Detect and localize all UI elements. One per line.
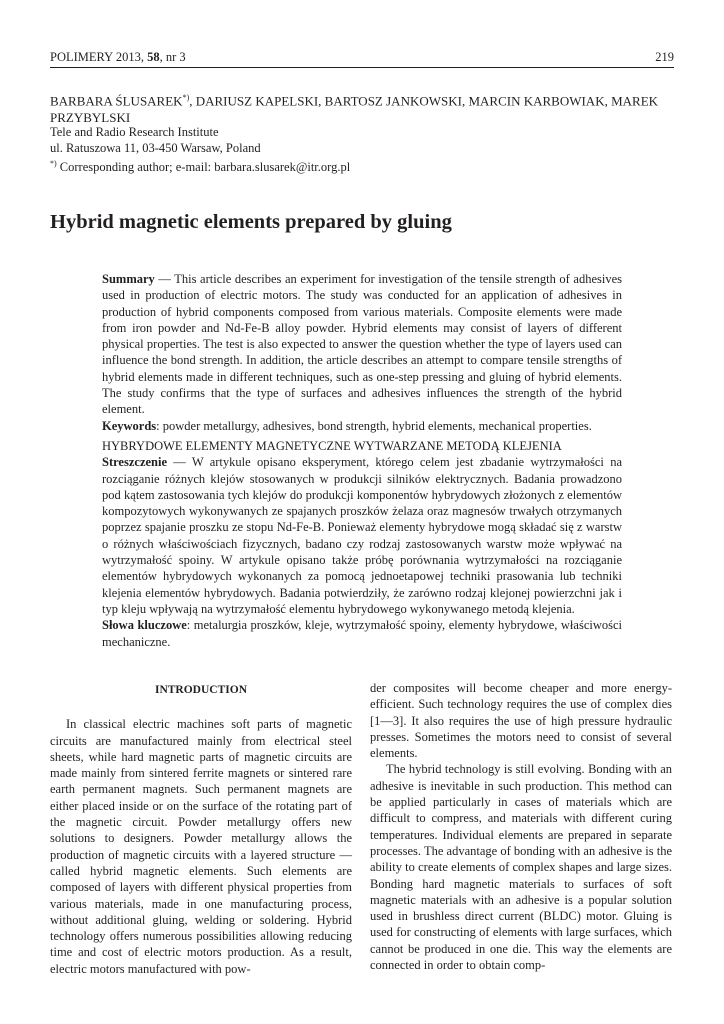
article-title: Hybrid magnetic elements prepared by gluing [50, 211, 452, 233]
keywords-label: Keywords [102, 418, 157, 433]
body-paragraph: In classical electric machines soft parts of magnetic circuits are manufactured mainly from electrical steel sheets, while hard magnetic parts of magnetic circuits are made mainly from sintered ferrite magnets or sintered rare earth permanent magnets. Such permanent magnets are either placed inside or on the surface of the rotating part of the magnetic circuit. Powder metallurgy offers new solutions to designers. Powder metallurgy allows the production of magnetic circuits with a layered structure — called hybrid magnetic elements. Such elements are composed of layers with different physical properties from various materials, made in one manufacturing process, without additional gluing, welding or soldering. Hybrid technology offers numerous possibilities allowing reducing time and cost of electric motors production. As a result, electric motors manufactured with pow- [50, 717, 352, 976]
author-list [50, 89, 674, 126]
running-header [50, 50, 674, 65]
corr-mark: *) [50, 159, 57, 168]
address: ul. Ratuszowa 11, 03-450 Warsaw, Poland [50, 141, 261, 155]
left-column [50, 680, 352, 977]
other-authors: , DARIUSZ KAPELSKI, BARTOSZ JANKOWSKI, MARCIN KARBOWIAK, MAREK PRZYBYLSKI [50, 93, 659, 126]
corr-email: Corresponding author; e-mail: barbara.slusarek@itr.org.pl [56, 160, 351, 175]
summary-label: Summary [102, 272, 155, 286]
journal-volume: 58 [147, 50, 160, 64]
streszczenie-text: — W artykule opisano eksperyment, którego celem jest zbadanie wytrzymałości na rozciąganie różnych klejów stosowanych w produkcji silników elektrycznych. Badania prowadzono pod kątem zastosowania tych klejów do produkcji komponentów hybrydowych złożonych z elementów kompozytowych wykonywanych ze spajanych proszków żelaza oraz magnesów trwałych otrzymanych poprzez spajanie proszku ze stopu Nd-Fe-B. Ponieważ elementy hybrydowe mogą składać się z warstw o różnych właściwościach fizycznych, badano czy rodzaj zastosowanych warstw może wpływać na wytrzymałość spoiny. W artykule opisano także próbę porównania wytrzymałości na rozciąganie elementów hybrydowych wykonanych za pomocą jednoetapowej techniki prasowania lub techniki klejenia elementów hybrydowych. Badania potwierdziły, że zarówno rodzaj klejonej powierzchni jak i typ kleju wpływają na wytrzymałość elementu hybrydowego wykonywanego metodą klejenia. [102, 455, 622, 616]
summary-text: — This article describes an experiment for investigation of the tensile strength of adhesives used in production of electric motors. The study was conducted for an application of adhesives in production of hybrid components composed from various materials. Composite elements were made from iron powder and Nd-Fe-B alloy powder. Hybrid elements may consist of layers of different physical properties. The test is also expected to answer the question whether the type of layers used can influence the bond strength. In addition, the article describes an attempt to compare tensile strengths of hybrid elements made in different techniques, such as one-step pressing and gluing of hybrid elements. The study confirms that the type of surfaces and adhesives influences the strength of the hybrid element. [102, 272, 622, 417]
journal-issue: , nr 3 [159, 50, 186, 64]
keywords-text: : powder metallurgy, adhesives, bond strength, hybrid elements, mechanical properties. [156, 418, 592, 433]
streszczenie-label: Streszczenie [102, 455, 168, 470]
body-paragraph: The hybrid technology is still evolving. Bonding with an adhesive is inevitable in such production. This method can be applied particularly in cases of materials which are difficult to compress, and materials with different curing temperatures. Individual elements are prepared in separate processes. The advantage of bonding with an adhesive is the ability to create elements of complex shapes and large sizes. Bonding hard magnetic materials to surfaces of soft magnetic materials with an adhesive is a popular solution used in brushless direct current (BLDC) motor. Gluing is used for constructing of elements with large surfaces, which cannot be produced in one die. This way the elements are connected in order to obtain comp- [370, 762, 672, 973]
corresponding-mark: *) [182, 93, 190, 102]
first-author: BARBARA ŚLUSAREK [50, 93, 183, 109]
slowa-kluczowe-label: Słowa kluczowe [102, 618, 187, 633]
affiliation [50, 124, 674, 175]
section-heading: INTRODUCTION [154, 684, 247, 696]
header-rule [50, 67, 674, 68]
summary-block [102, 271, 622, 434]
journal-name: POLIMERY 2013, [50, 50, 148, 64]
body-paragraph: der composites will become cheaper and more energy-efficient. Such technology requires the use of complex dies [1—3]. It also requires the use of high pressure hydraulic presses. Sometimes the motors need to consist of several elements. [370, 681, 672, 761]
right-column [370, 680, 672, 973]
slowa-kluczowe-text: : metalurgia proszków, kleje, wytrzymałość spoiny, elementy hybrydowe, właściwości mechaniczne. [102, 618, 623, 649]
polish-summary-block [102, 438, 622, 650]
institute: Tele and Radio Research Institute [50, 125, 219, 139]
polish-title: HYBRYDOWE ELEMENTY MAGNETYCZNE WYTWARZANE METODĄ KLEJENIA [102, 439, 562, 453]
page-number: 219 [655, 50, 674, 64]
corresponding-author [50, 156, 674, 175]
